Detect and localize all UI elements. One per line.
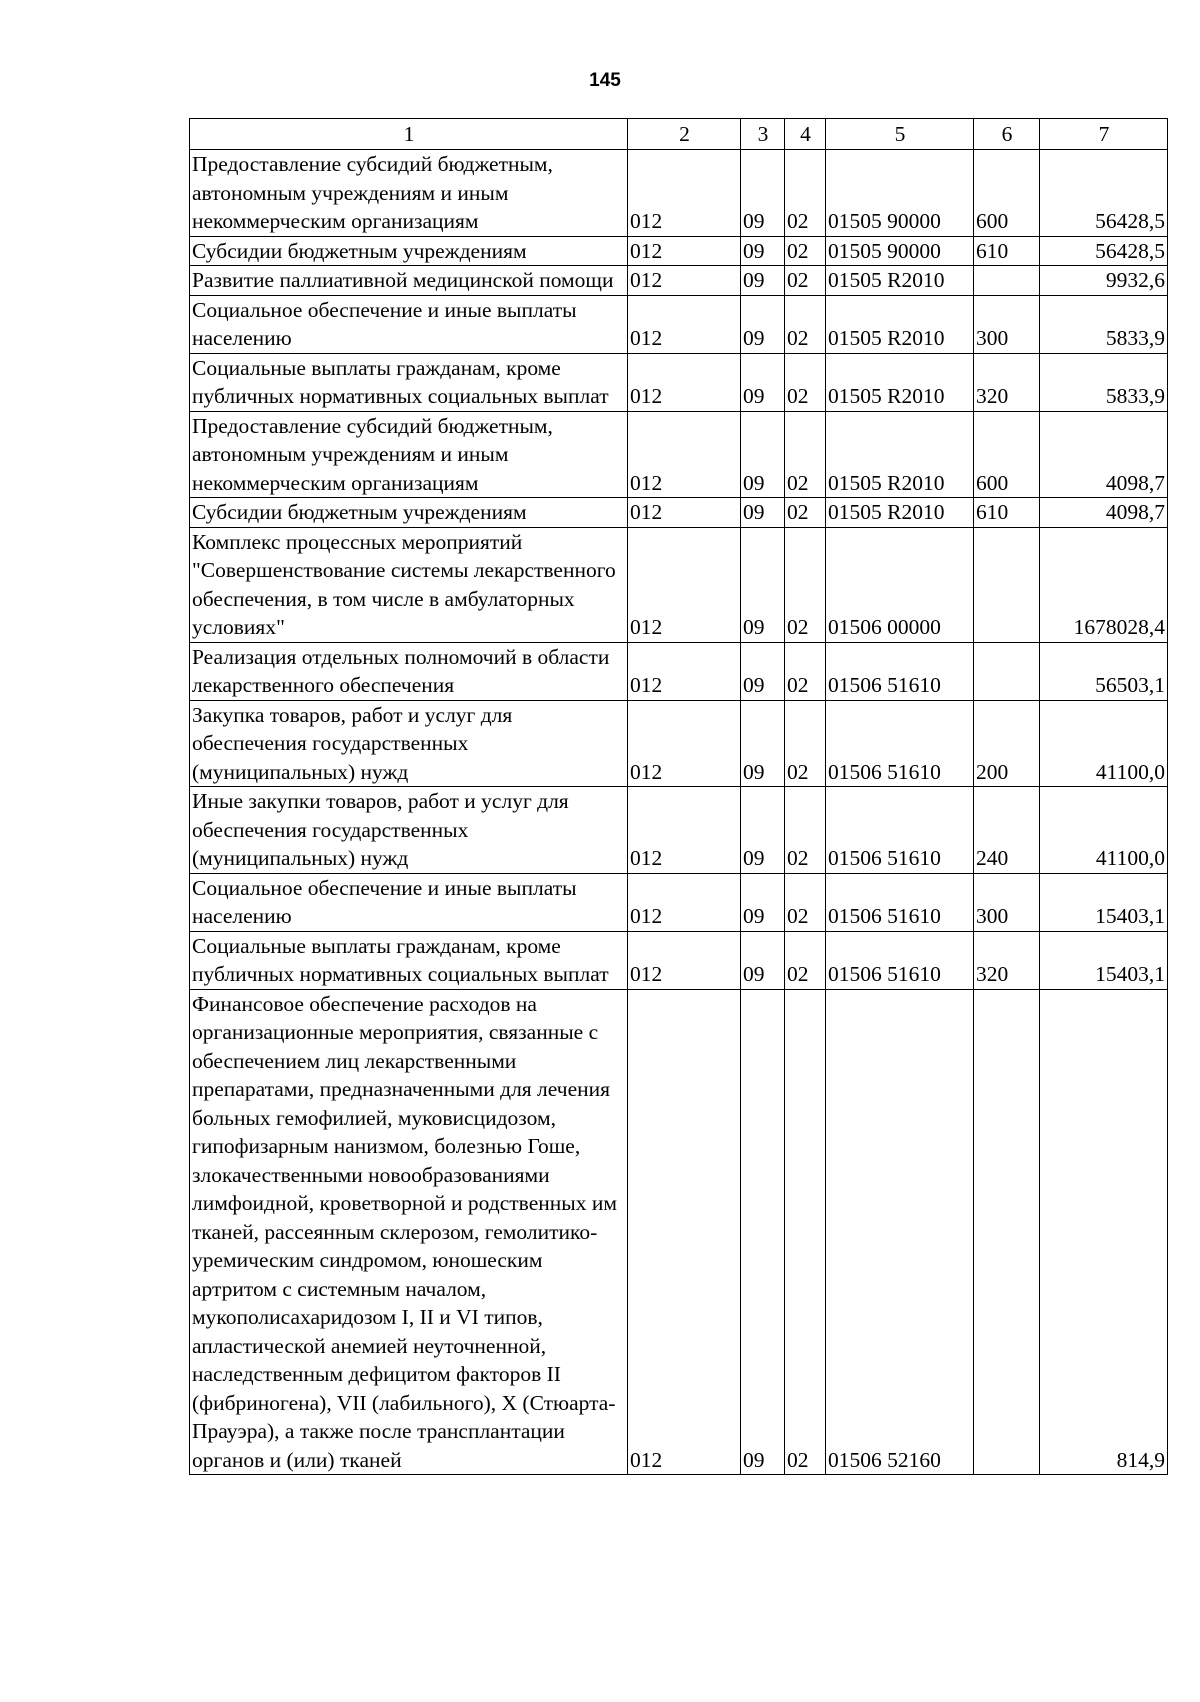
table-row bbox=[190, 498, 1168, 528]
cell-name: Социальные выплаты гражданам, кроме публичных нормативных социальных выплат bbox=[190, 931, 628, 989]
cell-target-article: 01505 R2010 bbox=[826, 353, 974, 411]
cell-target-article: 01506 52160 bbox=[826, 989, 974, 1475]
cell-amount: 9932,6 bbox=[1040, 266, 1168, 296]
table-row bbox=[190, 787, 1168, 874]
cell-amount: 4098,7 bbox=[1040, 411, 1168, 498]
cell-name: Развитие паллиативной медицинской помощи bbox=[190, 266, 628, 296]
cell-section: 09 bbox=[741, 642, 785, 700]
cell-target-article: 01505 90000 bbox=[826, 236, 974, 266]
cell-target-article: 01506 51610 bbox=[826, 931, 974, 989]
cell-amount: 15403,1 bbox=[1040, 931, 1168, 989]
cell-section: 09 bbox=[741, 700, 785, 787]
cell-section: 09 bbox=[741, 498, 785, 528]
cell-ved-code: 012 bbox=[628, 873, 741, 931]
table-header-row bbox=[190, 119, 1168, 150]
cell-name: Финансовое обеспечение расходов на организационные мероприятия, связанные с обеспечением лиц лекарственными препаратами, предназначенными для лечения больных гемофилией, муковисцидозом, гипофизарным нанизмом, болезнью Гоше, злокачественными новообразованиями лимфоидной, кроветворной и родственных им тканей, рассеянным склерозом, гемолитико-уремическим синдромом, юношеским артритом с системным началом, мукополисахаридозом I, II и VI типов, апластической анемией неуточненной, наследственным дефицитом факторов II (фибриногена), VII (лабильного), X (Стюарта-Прауэра), а также после трансплантации органов и (или) тканей bbox=[190, 989, 628, 1475]
cell-target-article: 01506 51610 bbox=[826, 700, 974, 787]
table-row bbox=[190, 527, 1168, 642]
cell-expense-type: 320 bbox=[974, 931, 1040, 989]
cell-target-article: 01505 R2010 bbox=[826, 266, 974, 296]
cell-subsection: 02 bbox=[785, 873, 826, 931]
cell-subsection: 02 bbox=[785, 787, 826, 874]
cell-ved-code: 012 bbox=[628, 411, 741, 498]
cell-expense-type bbox=[974, 989, 1040, 1475]
cell-target-article: 01506 51610 bbox=[826, 642, 974, 700]
cell-expense-type: 300 bbox=[974, 873, 1040, 931]
header-col-6: 6 bbox=[974, 119, 1040, 150]
cell-ved-code: 012 bbox=[628, 498, 741, 528]
table-row bbox=[190, 700, 1168, 787]
cell-ved-code: 012 bbox=[628, 295, 741, 353]
header-col-3: 3 bbox=[741, 119, 785, 150]
cell-name: Комплекс процессных мероприятий "Совершенствование системы лекарственного обеспечения, в том числе в амбулаторных условиях" bbox=[190, 527, 628, 642]
table-row bbox=[190, 642, 1168, 700]
table-row bbox=[190, 989, 1168, 1475]
cell-target-article: 01506 51610 bbox=[826, 787, 974, 874]
cell-ved-code: 012 bbox=[628, 236, 741, 266]
cell-name: Предоставление субсидий бюджетным, автономным учреждениям и иным некоммерческим организациям bbox=[190, 411, 628, 498]
cell-subsection: 02 bbox=[785, 150, 826, 237]
cell-amount: 56503,1 bbox=[1040, 642, 1168, 700]
cell-amount: 814,9 bbox=[1040, 989, 1168, 1475]
header-col-1: 1 bbox=[190, 119, 628, 150]
cell-expense-type: 600 bbox=[974, 150, 1040, 237]
cell-amount: 56428,5 bbox=[1040, 150, 1168, 237]
cell-target-article: 01505 R2010 bbox=[826, 295, 974, 353]
table-row bbox=[190, 266, 1168, 296]
cell-target-article: 01505 R2010 bbox=[826, 498, 974, 528]
cell-subsection: 02 bbox=[785, 989, 826, 1475]
cell-amount: 1678028,4 bbox=[1040, 527, 1168, 642]
cell-expense-type bbox=[974, 527, 1040, 642]
cell-target-article: 01506 51610 bbox=[826, 873, 974, 931]
cell-subsection: 02 bbox=[785, 498, 826, 528]
cell-ved-code: 012 bbox=[628, 150, 741, 237]
cell-amount: 41100,0 bbox=[1040, 700, 1168, 787]
cell-name: Закупка товаров, работ и услуг для обеспечения государственных (муниципальных) нужд bbox=[190, 700, 628, 787]
cell-name: Социальные выплаты гражданам, кроме публичных нормативных социальных выплат bbox=[190, 353, 628, 411]
cell-section: 09 bbox=[741, 266, 785, 296]
header-col-4: 4 bbox=[785, 119, 826, 150]
cell-section: 09 bbox=[741, 989, 785, 1475]
cell-expense-type: 610 bbox=[974, 498, 1040, 528]
cell-ved-code: 012 bbox=[628, 989, 741, 1475]
cell-subsection: 02 bbox=[785, 353, 826, 411]
cell-subsection: 02 bbox=[785, 411, 826, 498]
cell-amount: 5833,9 bbox=[1040, 353, 1168, 411]
table-row bbox=[190, 931, 1168, 989]
cell-amount: 15403,1 bbox=[1040, 873, 1168, 931]
cell-section: 09 bbox=[741, 931, 785, 989]
cell-subsection: 02 bbox=[785, 931, 826, 989]
cell-section: 09 bbox=[741, 236, 785, 266]
header-col-5: 5 bbox=[826, 119, 974, 150]
cell-expense-type bbox=[974, 266, 1040, 296]
cell-section: 09 bbox=[741, 150, 785, 237]
cell-expense-type: 300 bbox=[974, 295, 1040, 353]
table-row bbox=[190, 150, 1168, 237]
cell-subsection: 02 bbox=[785, 295, 826, 353]
cell-ved-code: 012 bbox=[628, 700, 741, 787]
cell-amount: 5833,9 bbox=[1040, 295, 1168, 353]
cell-name: Предоставление субсидий бюджетным, автономным учреждениям и иным некоммерческим организациям bbox=[190, 150, 628, 237]
cell-subsection: 02 bbox=[785, 266, 826, 296]
cell-amount: 41100,0 bbox=[1040, 787, 1168, 874]
cell-target-article: 01505 90000 bbox=[826, 150, 974, 237]
table-row bbox=[190, 295, 1168, 353]
table-row bbox=[190, 353, 1168, 411]
cell-expense-type bbox=[974, 642, 1040, 700]
cell-name: Иные закупки товаров, работ и услуг для обеспечения государственных (муниципальных) нужд bbox=[190, 787, 628, 874]
page-number: 145 bbox=[589, 70, 621, 91]
cell-ved-code: 012 bbox=[628, 931, 741, 989]
cell-name: Реализация отдельных полномочий в области лекарственного обеспечения bbox=[190, 642, 628, 700]
cell-expense-type: 610 bbox=[974, 236, 1040, 266]
cell-ved-code: 012 bbox=[628, 787, 741, 874]
cell-subsection: 02 bbox=[785, 642, 826, 700]
cell-expense-type: 600 bbox=[974, 411, 1040, 498]
cell-expense-type: 320 bbox=[974, 353, 1040, 411]
cell-name: Социальное обеспечение и иные выплаты населению bbox=[190, 295, 628, 353]
cell-expense-type: 240 bbox=[974, 787, 1040, 874]
cell-target-article: 01505 R2010 bbox=[826, 411, 974, 498]
cell-expense-type: 200 bbox=[974, 700, 1040, 787]
cell-ved-code: 012 bbox=[628, 527, 741, 642]
table-row bbox=[190, 411, 1168, 498]
header-col-7: 7 bbox=[1040, 119, 1168, 150]
table-row bbox=[190, 873, 1168, 931]
cell-ved-code: 012 bbox=[628, 266, 741, 296]
cell-section: 09 bbox=[741, 873, 785, 931]
cell-name: Субсидии бюджетным учреждениям bbox=[190, 236, 628, 266]
cell-amount: 4098,7 bbox=[1040, 498, 1168, 528]
cell-section: 09 bbox=[741, 295, 785, 353]
cell-section: 09 bbox=[741, 527, 785, 642]
budget-table bbox=[189, 118, 1168, 1475]
cell-subsection: 02 bbox=[785, 700, 826, 787]
cell-amount: 56428,5 bbox=[1040, 236, 1168, 266]
cell-target-article: 01506 00000 bbox=[826, 527, 974, 642]
table-row bbox=[190, 236, 1168, 266]
cell-subsection: 02 bbox=[785, 527, 826, 642]
cell-section: 09 bbox=[741, 787, 785, 874]
cell-section: 09 bbox=[741, 353, 785, 411]
header-col-2: 2 bbox=[628, 119, 741, 150]
cell-name: Субсидии бюджетным учреждениям bbox=[190, 498, 628, 528]
cell-section: 09 bbox=[741, 411, 785, 498]
cell-ved-code: 012 bbox=[628, 642, 741, 700]
cell-ved-code: 012 bbox=[628, 353, 741, 411]
cell-name: Социальное обеспечение и иные выплаты населению bbox=[190, 873, 628, 931]
cell-subsection: 02 bbox=[785, 236, 826, 266]
